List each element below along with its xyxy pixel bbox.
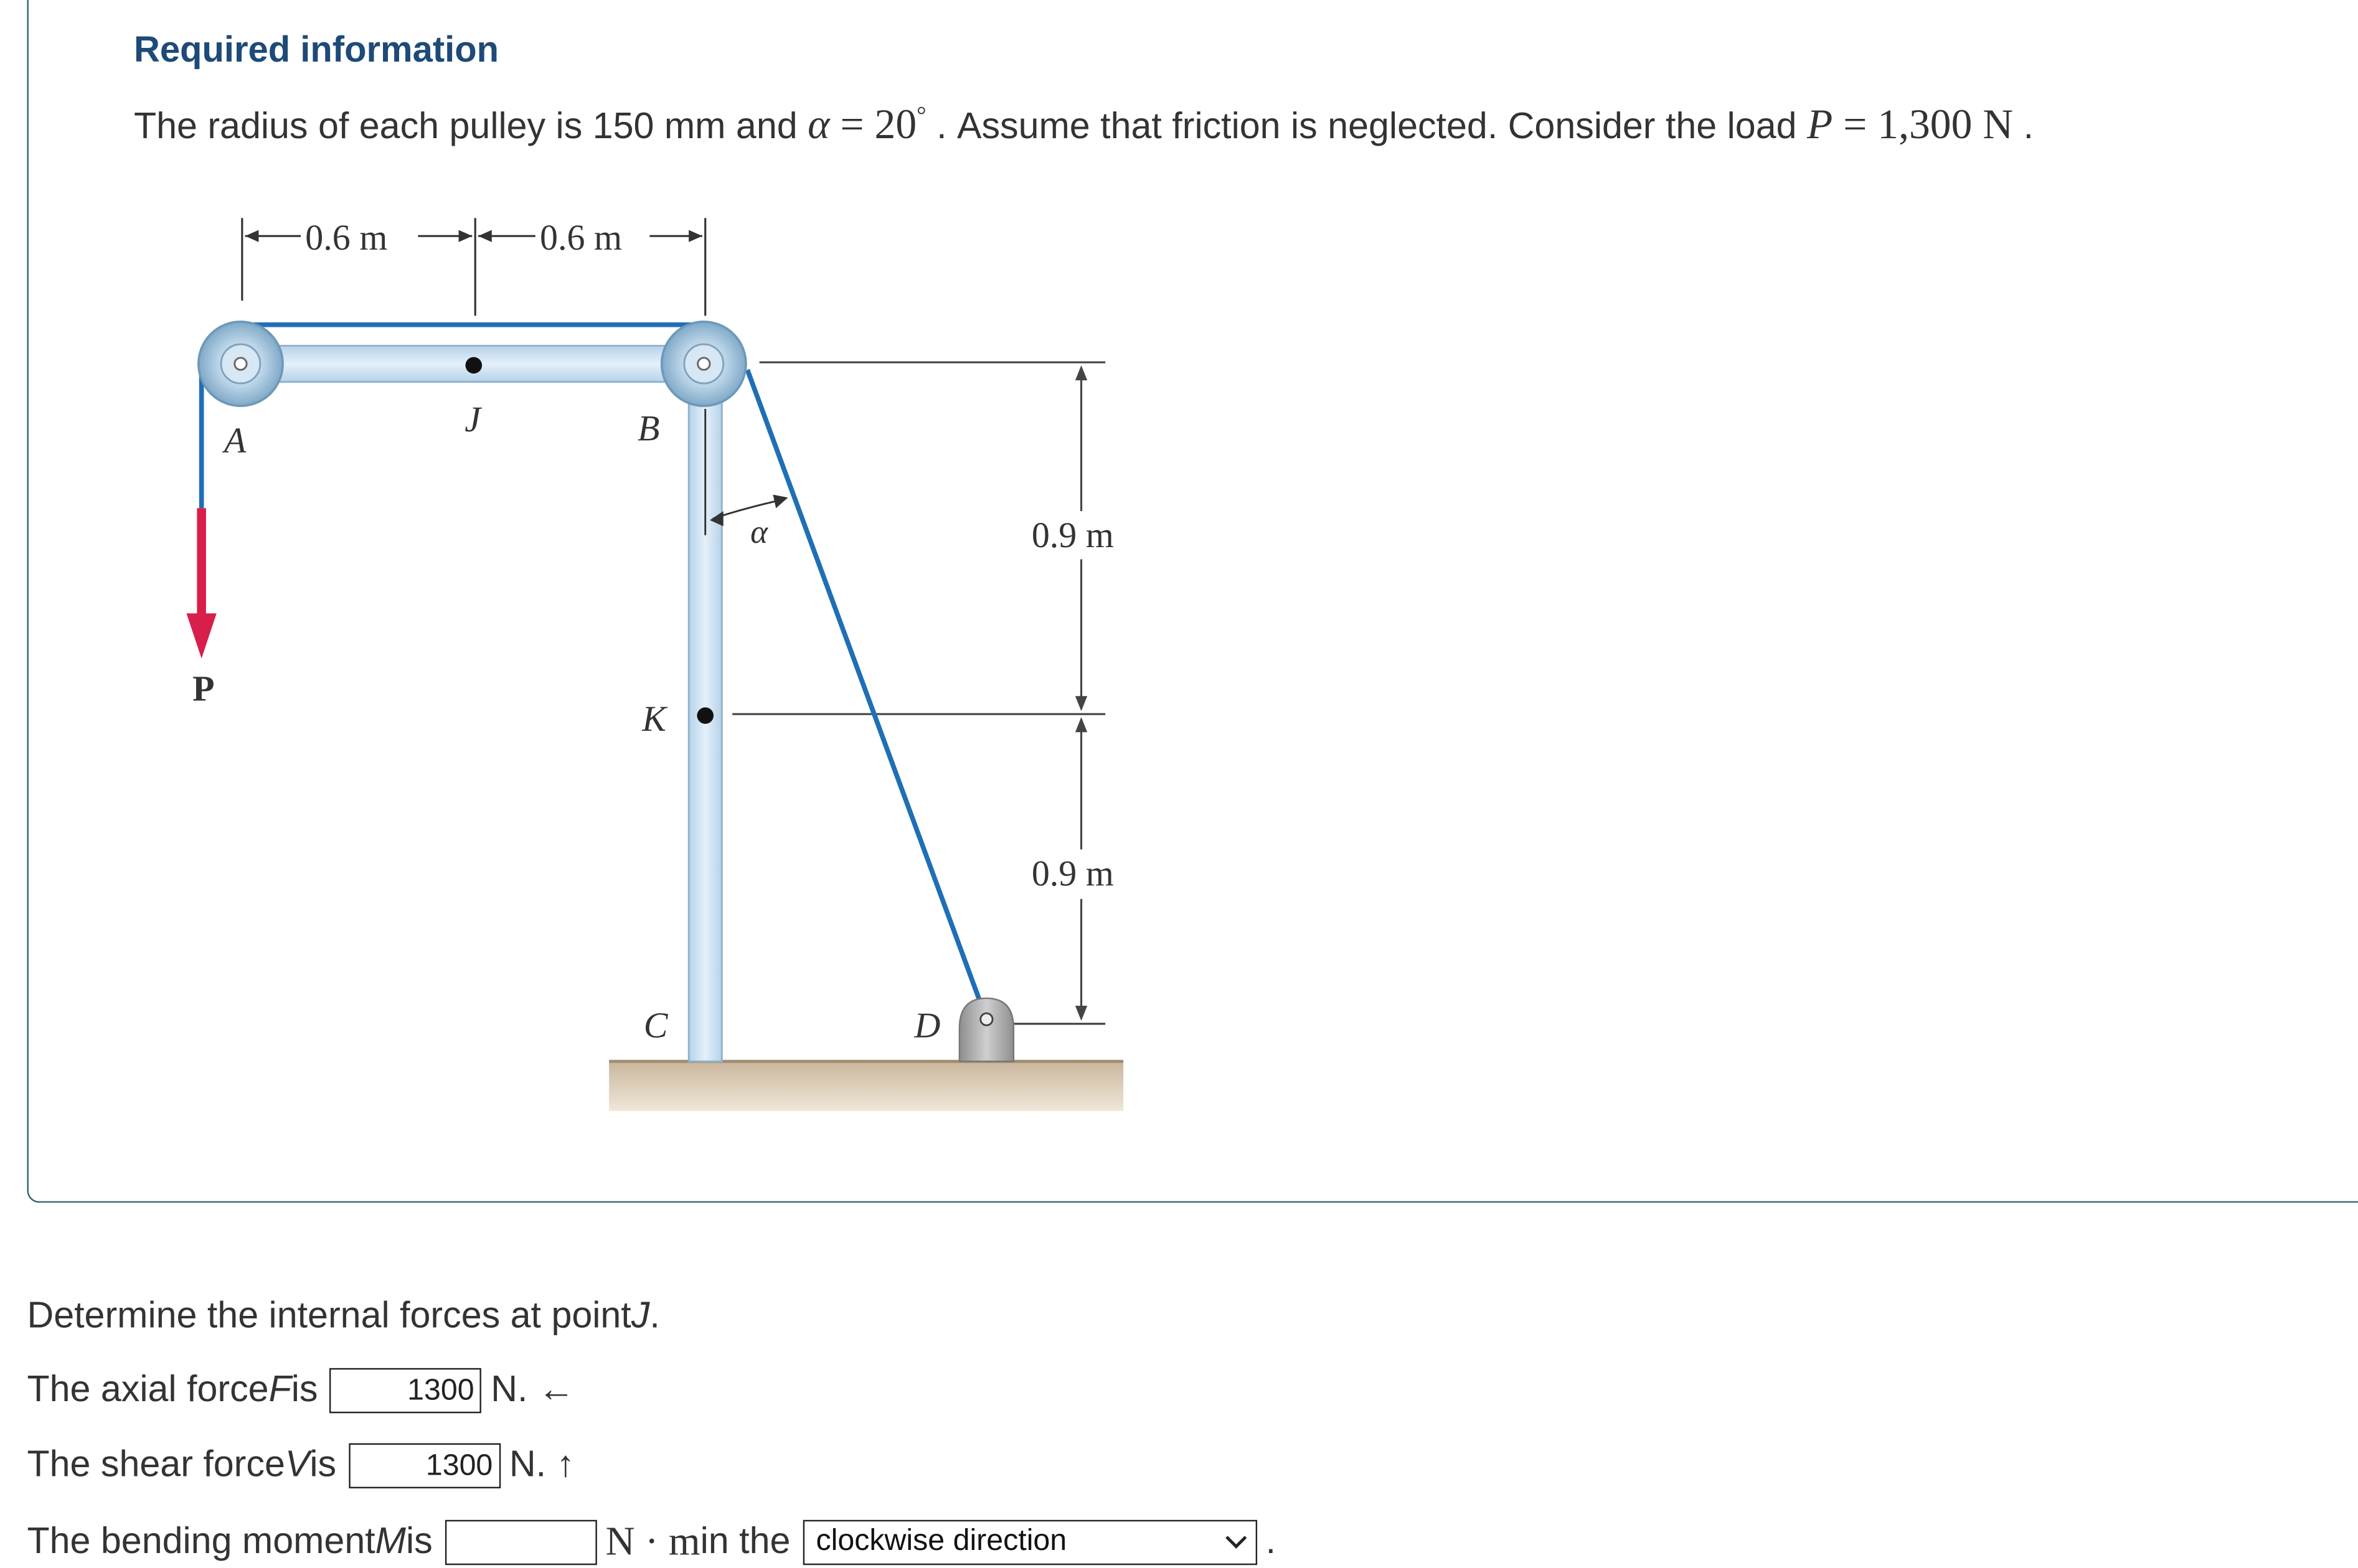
- pulley-b: [662, 322, 746, 406]
- dim-left-label: 0.6 m: [305, 217, 388, 258]
- shear-force-unit: N. ↑: [509, 1445, 575, 1486]
- bending-moment-unit: N · m: [605, 1518, 700, 1564]
- required-info-title: Required information: [133, 30, 499, 71]
- pulley-a: [199, 322, 283, 406]
- dim-lower-label: 0.9 m: [1031, 853, 1114, 894]
- shear-force-input[interactable]: 1300: [348, 1444, 500, 1488]
- ground: [609, 1060, 1123, 1111]
- point-k-marker: [697, 707, 714, 724]
- axial-force-unit: N. ←: [491, 1369, 575, 1411]
- bending-moment-input[interactable]: [445, 1519, 597, 1564]
- right-dimension: [732, 362, 1105, 1024]
- alpha-label: α: [750, 514, 768, 550]
- shear-force-row: The shear force V is 1300 N. ↑: [27, 1444, 575, 1488]
- axial-force-row: The axial force F is 1300 N. ←: [27, 1368, 575, 1413]
- dim-right-label: 0.6 m: [540, 217, 623, 258]
- label-k: K: [642, 698, 666, 739]
- pin-support-d: [960, 998, 1014, 1061]
- label-d: D: [914, 1005, 941, 1046]
- problem-statement: The radius of each pulley is 150 mm and α = 20° . Assume that friction is neglected. Consider the load P = 1,300 N .: [133, 102, 2034, 149]
- diagonal-cable: [747, 370, 986, 1019]
- dim-upper-label: 0.9 m: [1031, 515, 1114, 556]
- alpha-symbol: α: [808, 102, 830, 149]
- load-symbol: P: [1806, 102, 1833, 149]
- label-j: J: [465, 399, 481, 440]
- label-p: P: [192, 668, 215, 709]
- label-b: B: [638, 408, 660, 449]
- moment-direction-select[interactable]: clockwise direction: [803, 1519, 1257, 1564]
- alpha-arc: [713, 499, 785, 519]
- label-a: A: [224, 420, 247, 461]
- chevron-down-icon: [1225, 1528, 1246, 1549]
- label-c: C: [643, 1005, 668, 1046]
- load-p-arrow: [186, 508, 216, 659]
- frame-pulley-figure: [151, 195, 1173, 1127]
- bending-moment-row: The bending moment M is N · m in the clockwise direction .: [27, 1518, 1276, 1565]
- axial-force-input[interactable]: 1300: [330, 1368, 482, 1413]
- question-prompt: Determine the internal forces at point J .: [27, 1295, 660, 1337]
- point-j-marker: [466, 357, 483, 374]
